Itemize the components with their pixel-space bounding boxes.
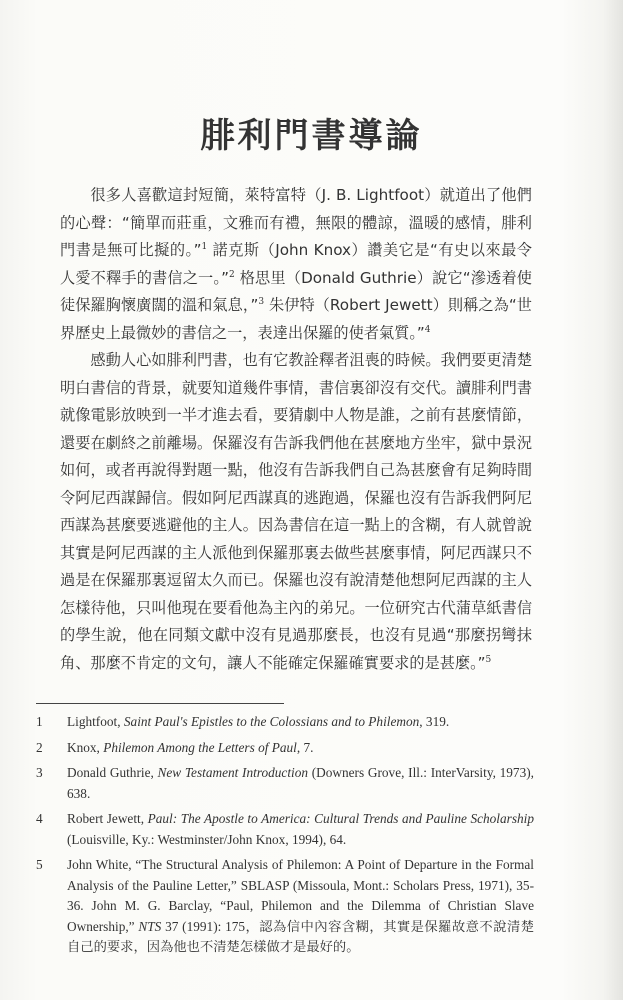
footnote-ref: 1	[201, 242, 208, 252]
italic-title: NTS	[138, 918, 162, 934]
text-run: , 7.	[296, 739, 314, 755]
text-run: 很多人喜歡這封短簡，萊特富特（J. B. Lightfoot）就道出了他們的心聲：“簡單而莊重，文雅而有禮，無限的體諒，溫暖的感情，腓利門書是無可比擬的。”	[60, 186, 532, 259]
paragraph	[60, 182, 532, 347]
footnote	[36, 738, 534, 759]
footnote-text	[67, 763, 534, 804]
italic-title: New Testament Introduction	[157, 765, 309, 780]
text-run: 感動人心如腓利門書，也有它教詮釋者沮喪的時候。我們要更清楚明白書信的背景，就要知道幾件事情，書信裏卻沒有交代。讀腓利門書就像電影放映到一半才進去看，要猜劇中人物是誰，之前有甚麼情節，還要在劇終之前離場。保羅沒有告訴我們他在甚麼地方坐牢，獄中景況如何，或者再說得對題一點，他沒有告訴我們自己為甚麼會有足夠時間令阿尼西謀歸信。假如阿尼西謀真的逃跑過，保羅也沒有告訴我們阿尼西謀為甚麼要逃避他的主人。因為書信在這一點上的含糊，有人就曾說其實是阿尼西謀的主人派他到保羅那裏去做些甚麼事情，阿尼西謀只不過是在保羅那裏逗留太久而已。保羅也沒有說清楚他想阿尼西謀的主人怎樣待他，只叫他現在要看他為主內的弟兄。一位研究古代蒲草紙書信的學生說，他在同類文獻中沒有見過那麼長，也沒有見過“那麼拐彎抹角、那麼不肯定的文句，讓人不能確定保羅確實要求的是甚麼。”	[60, 351, 532, 672]
italic-title: Saint Paul's Epistles to the Colossians and to Philemon	[123, 714, 420, 729]
text-run: (Louisville, Ky.: Westminster/John Knox, 1994), 64.	[67, 831, 347, 847]
chapter-title: 腓利門書導論	[200, 116, 423, 156]
footnote-ref: 4	[424, 324, 431, 335]
footnote-number: 2	[36, 739, 43, 755]
text-run: Donald Guthrie,	[67, 765, 158, 780]
text-run: Lightfoot,	[67, 714, 124, 729]
text-run: 朱伊特（Robert Jewett）則稱之為“世界歷史上最微妙的書信之一，表達出保羅的使者氣質。”	[60, 296, 532, 342]
footnote-text	[67, 738, 534, 759]
italic-title: Philemon Among the Letters of Paul	[103, 739, 297, 755]
footnote-text	[67, 712, 534, 733]
text-run: John White, “The Structural Analysis of Philemon: A Point of Departure in the Formal Analysis of the Pauline Letter,” SBLASP (Missoula, Mont.: Scholars Press, 1971), 35-36. John M. G. Barclay, “Paul, Philemon and the Dilemma of Christian Slave Ownership,”	[67, 857, 534, 934]
footnote-ref: 2	[229, 269, 235, 280]
footnote	[36, 712, 534, 733]
text-run: 諾克斯（John Knox）讚美它是“有史以來最令人愛不釋手的書信之一。”	[60, 241, 532, 287]
footnote-number: 3	[36, 765, 43, 780]
text-run: 格思里（Donald Guthrie）說它“滲透着使徒保羅胸懷廣闊的溫和氣息，”	[60, 268, 532, 314]
text-run: , 319.	[419, 714, 450, 729]
text-run: Robert Jewett,	[67, 811, 148, 826]
footnote	[36, 809, 534, 850]
footnote	[36, 763, 534, 804]
footnote-text	[67, 809, 534, 850]
italic-title: Paul: The Apostle to America: Cultural Trends and Pauline Scholarship	[147, 811, 534, 826]
footnote-text	[67, 855, 534, 958]
footnote-ref: 5	[485, 654, 492, 665]
text-run: Knox,	[67, 739, 104, 755]
footnote-ref: 3	[258, 297, 265, 307]
footnote-number: 4	[36, 811, 43, 826]
footnotes	[36, 712, 534, 963]
footnote-number: 5	[36, 857, 43, 872]
footnote	[36, 855, 534, 958]
footnote-divider	[36, 703, 284, 704]
text-run: (Downers Grove, Ill.: InterVarsity, 1973), 638.	[67, 765, 534, 801]
body-text	[60, 182, 532, 677]
paragraph	[60, 347, 532, 677]
footnote-number: 1	[36, 714, 43, 729]
text-run: 37 (1991): 175，認為信中內容含糊，其實是保羅故意不說清楚自己的要求，因為他也不清楚怎樣做才是最好的。	[67, 918, 535, 954]
